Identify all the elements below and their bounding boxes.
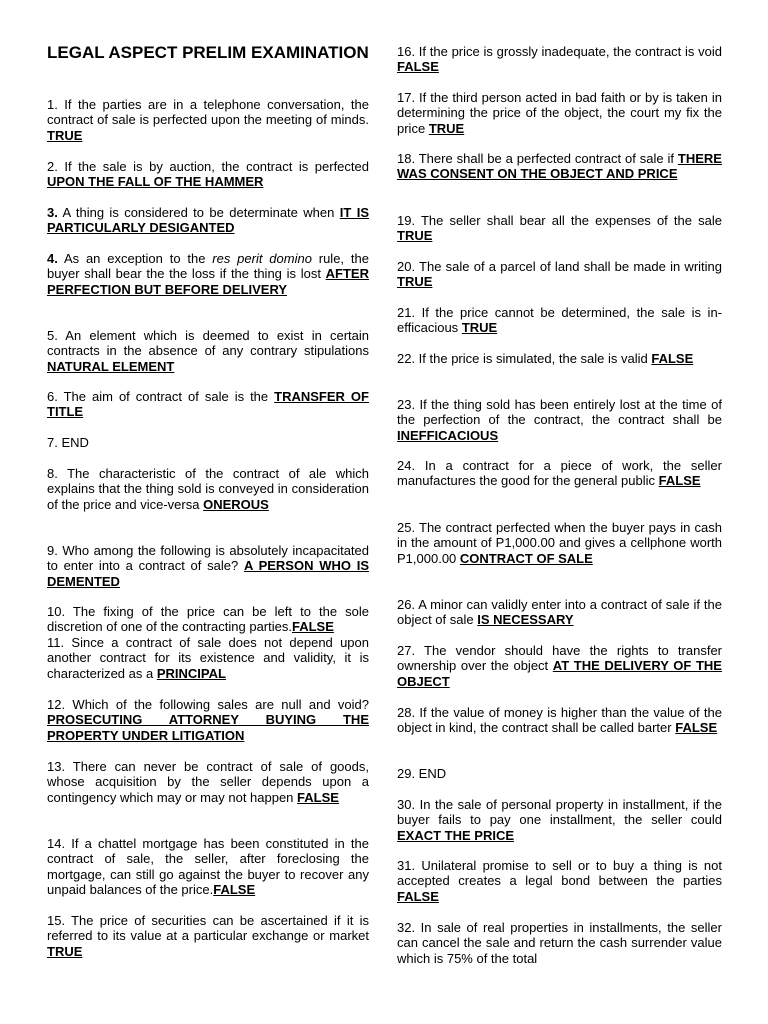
question-text: 31. Unilateral promise to sell or to buy a thing is not accepted creates a legal bond between the parties [397, 858, 722, 889]
question-10 [47, 604, 369, 635]
question-5 [47, 328, 369, 374]
question-text: 7. END [47, 435, 89, 450]
question-text: 6. The aim of contract of sale is the [47, 389, 269, 404]
question-text: 18. There shall be a perfected contract of sale if [397, 151, 675, 166]
question-4 [47, 251, 369, 297]
answer: PROSECUTING ATTORNEY BUYING THE PROPERTY UNDER LITIGATION [47, 712, 369, 743]
answer: IT IS PARTICULARLY DESIGANTED [47, 205, 369, 236]
question-text: 28. If the value of money is higher than the value of the object in kind, the contract shall be called barter [397, 705, 722, 736]
answer: PRINCIPAL [156, 665, 226, 681]
answer: NATURAL ELEMENT [47, 358, 175, 374]
answer: TRUE [47, 943, 83, 959]
question-14 [47, 836, 369, 898]
question-text: 9. Who among the following is absolutely incapacitated to enter into a contract of sale? [47, 543, 369, 574]
answer: FALSE [675, 720, 718, 736]
question-24 [397, 458, 722, 489]
answer: A PERSON WHO IS DEMENTED [47, 558, 369, 589]
question-6 [47, 389, 369, 420]
question-text: 21. If the price cannot be determined, the sale is in-efficacious [397, 305, 722, 336]
answer: TRUE [397, 274, 433, 290]
question-text: 17. If the third person acted in bad faith or by is taken in determining the price of the object, the court my fix the price [397, 90, 722, 136]
question-text: 11. Since a contract of sale does not depend upon another contract for its existence and validity, it is characterized as a [47, 635, 369, 681]
question-text: 13. There can never be contract of sale of goods, whose acquisition by the seller depends upon a contingency which may or may not happen [47, 759, 369, 805]
question-30 [397, 797, 722, 843]
question-text: 26. A minor can validly enter into a contract of sale if the object of sale [397, 597, 722, 628]
question-9 [47, 543, 369, 589]
answer: FALSE [397, 888, 439, 904]
answer: THERE WAS CONSENT ON THE OBJECT AND PRICE [397, 151, 722, 182]
question-26 [397, 597, 722, 628]
question-12 [47, 697, 369, 743]
question-text: 20. The sale of a parcel of land shall be made in writing [397, 259, 722, 274]
answer: EXACT THE PRICE [397, 827, 515, 843]
answer: INEFFICACIOUS [397, 427, 499, 443]
question-text: 27. The vendor should have the rights to transfer ownership over the object [397, 643, 722, 674]
question-29 [397, 766, 722, 781]
question-23 [397, 397, 722, 443]
answer: AFTER PERFECTION BUT BEFORE DELIVERY [47, 266, 369, 297]
answer: TRUE [428, 120, 465, 136]
page-title: LEGAL ASPECT PRELIM EXAMINATION [47, 43, 369, 62]
question-text: 14. If a chattel mortgage has been constituted in the contract of sale, the seller, after foreclosing the mortgage, can still go against the buyer to recover any unpaid balances of the price. [47, 836, 369, 898]
question-27 [397, 643, 722, 689]
question-3 [47, 205, 369, 236]
answer: FALSE [291, 619, 334, 635]
question-25 [397, 520, 722, 566]
answer: FALSE [658, 473, 701, 489]
question-text-cont: rule, the buyer shall bear the the loss if the thing is lost [47, 251, 369, 282]
answer: FALSE [297, 789, 339, 805]
question-19 [397, 213, 722, 244]
question-number: 3. [47, 205, 58, 220]
question-text: 8. The characteristic of the contract of ale which explains that the thing sold is conveyed in consideration of the price and vice-versa [47, 466, 369, 512]
question-text: 5. An element which is deemed to exist in certain contracts in the absence of any contrary stipulations [47, 328, 369, 359]
question-text: 16. If the price is grossly inadequate, the contract is void [397, 44, 722, 59]
answer: TRUE [461, 320, 498, 336]
answer: ONEROUS [203, 496, 269, 512]
answer: FALSE [213, 882, 256, 898]
question-text: As an exception to the [63, 251, 206, 266]
question-7 [47, 435, 369, 450]
question-2 [47, 159, 369, 190]
question-text: 12. Which of the following sales are null and void? [47, 697, 369, 712]
question-1 [47, 97, 369, 143]
question-20 [397, 259, 722, 290]
answer: IS NECESSARY [477, 612, 574, 628]
question-32 [397, 920, 722, 966]
question-text: 24. In a contract for a piece of work, the seller manufactures the good for the general public [397, 458, 722, 489]
question-text: A thing is considered to be determinate when [62, 205, 335, 220]
answer: FALSE [651, 351, 694, 366]
question-text: 22. If the price is simulated, the sale is valid [397, 351, 648, 366]
question-8 [47, 466, 369, 512]
answer: UPON THE FALL OF THE HAMMER [47, 174, 264, 190]
question-text: 2. If the sale is by auction, the contract is perfected [47, 159, 369, 174]
question-text: 10. The fixing of the price can be left to the sole discretion of one of the contracting parties. [47, 604, 369, 635]
question-15 [47, 913, 369, 959]
question-text: 25. The contract perfected when the buyer pays in cash in the amount of P1,000.00 and gives a cellphone worth P1,000.00 [397, 520, 722, 566]
question-text: 30. In the sale of personal property in installment, if the buyer fails to pay one installment, the seller could [397, 797, 722, 828]
question-13 [47, 759, 369, 805]
answer: TRUE [47, 127, 83, 143]
question-text: 32. In sale of real properties in installments, the seller can cancel the sale and return the cash surrender value which is 75% of the total [397, 920, 722, 966]
question-18 [397, 151, 722, 182]
question-italic-term: res perit domino [212, 251, 312, 266]
question-text: 29. END [397, 766, 447, 781]
answer: FALSE [397, 59, 439, 75]
question-text: 1. If the parties are in a telephone conversation, the contract of sale is perfected upon the meeting of minds. [47, 97, 369, 128]
answer: TRANSFER OF TITLE [47, 389, 369, 420]
answer: TRUE [397, 228, 433, 244]
question-31 [397, 858, 722, 904]
question-16 [397, 44, 722, 75]
answer: CONTRACT OF SALE [459, 550, 593, 566]
question-21 [397, 305, 722, 336]
question-28 [397, 705, 722, 736]
question-22 [397, 351, 722, 366]
question-11 [47, 635, 369, 681]
question-text: 19. The seller shall bear all the expenses of the sale [397, 213, 722, 228]
question-17 [397, 90, 722, 136]
question-text: 15. The price of securities can be ascertained if it is referred to its value at a particular exchange or market [47, 913, 369, 944]
answer: AT THE DELIVERY OF THE OBJECT [397, 658, 722, 689]
question-text: 23. If the thing sold has been entirely lost at the time of the perfection of the contract, the contract shall be [397, 397, 722, 428]
question-number: 4. [47, 251, 58, 266]
